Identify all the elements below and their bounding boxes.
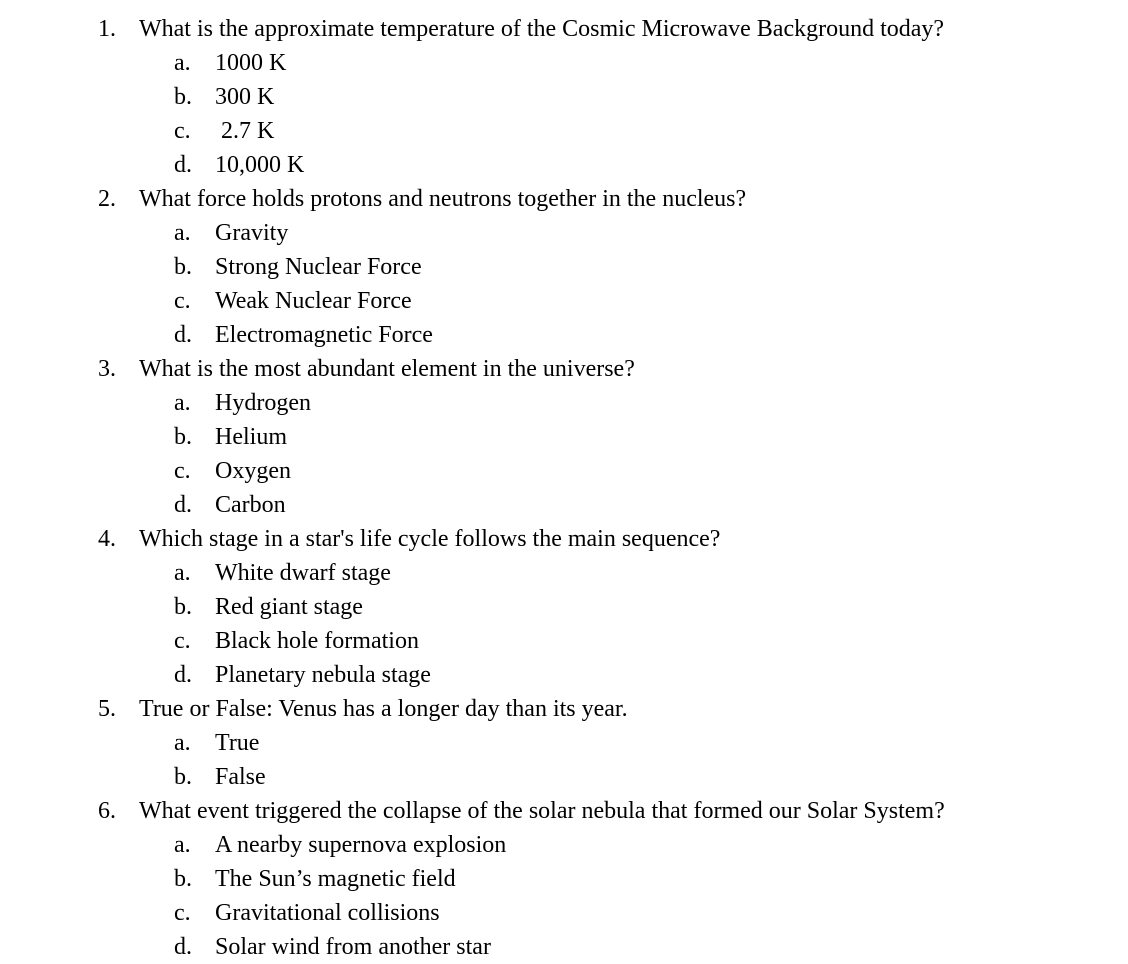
option-text: White dwarf stage xyxy=(215,560,391,586)
option-text: The Sun’s magnetic field xyxy=(215,866,456,892)
option-text: Weak Nuclear Force xyxy=(215,288,412,314)
question-text: What force holds protons and neutrons together in the nucleus? xyxy=(139,186,747,212)
option-letter: b. xyxy=(174,84,192,110)
option-a xyxy=(0,726,1128,760)
option-d xyxy=(0,148,1128,182)
option-b xyxy=(0,80,1128,114)
option-letter: c. xyxy=(174,900,191,926)
option-text: Black hole formation xyxy=(215,628,419,654)
option-text: Planetary nebula stage xyxy=(215,662,431,688)
option-letter: c. xyxy=(174,118,191,144)
option-text: Red giant stage xyxy=(215,594,363,620)
question-number: 3. xyxy=(98,356,116,382)
question-3 xyxy=(0,352,1128,522)
question-text: What event triggered the collapse of the solar nebula that formed our Solar System? xyxy=(139,798,945,824)
option-text: 2.7 K xyxy=(221,118,275,144)
option-letter: a. xyxy=(174,832,191,858)
question-number: 6. xyxy=(98,798,116,824)
question-number: 2. xyxy=(98,186,116,212)
option-letter: a. xyxy=(174,220,191,246)
option-text: 1000 K xyxy=(215,50,287,76)
option-letter: d. xyxy=(174,152,192,178)
question-4 xyxy=(0,522,1128,692)
option-a xyxy=(0,556,1128,590)
option-d xyxy=(0,658,1128,692)
question-2 xyxy=(0,182,1128,352)
option-letter: b. xyxy=(174,254,192,280)
option-b xyxy=(0,760,1128,794)
question-text: True or False: Venus has a longer day than its year. xyxy=(139,696,628,722)
option-text: Solar wind from another star xyxy=(215,934,491,960)
option-letter: a. xyxy=(174,390,191,416)
option-letter: b. xyxy=(174,424,192,450)
option-text: Helium xyxy=(215,424,287,450)
question-line xyxy=(0,12,1128,46)
option-letter: b. xyxy=(174,594,192,620)
question-number: 4. xyxy=(98,526,116,552)
option-letter: a. xyxy=(174,560,191,586)
question-number: 1. xyxy=(98,16,116,42)
question-line xyxy=(0,692,1128,726)
option-text: Carbon xyxy=(215,492,286,518)
option-letter: d. xyxy=(174,492,192,518)
option-text: Gravity xyxy=(215,220,289,246)
option-text: False xyxy=(215,764,266,790)
option-b xyxy=(0,250,1128,284)
option-c xyxy=(0,284,1128,318)
option-b xyxy=(0,420,1128,454)
option-letter: d. xyxy=(174,934,192,960)
option-letter: c. xyxy=(174,458,191,484)
option-c xyxy=(0,896,1128,930)
quiz-document xyxy=(0,12,1128,964)
question-line xyxy=(0,182,1128,216)
question-line xyxy=(0,794,1128,828)
option-c xyxy=(0,454,1128,488)
question-line xyxy=(0,522,1128,556)
option-d xyxy=(0,488,1128,522)
question-5 xyxy=(0,692,1128,794)
option-letter: c. xyxy=(174,288,191,314)
option-a xyxy=(0,828,1128,862)
question-text: Which stage in a star's life cycle follows the main sequence? xyxy=(139,526,721,552)
option-text: 300 K xyxy=(215,84,275,110)
option-letter: a. xyxy=(174,50,191,76)
option-text: A nearby supernova explosion xyxy=(215,832,507,858)
option-letter: d. xyxy=(174,662,192,688)
option-letter: b. xyxy=(174,866,192,892)
question-1 xyxy=(0,12,1128,182)
option-b xyxy=(0,590,1128,624)
option-a xyxy=(0,46,1128,80)
option-b xyxy=(0,862,1128,896)
option-text: Strong Nuclear Force xyxy=(215,254,422,280)
option-letter: d. xyxy=(174,322,192,348)
option-text: 10,000 K xyxy=(215,152,305,178)
question-number: 5. xyxy=(98,696,116,722)
option-c xyxy=(0,114,1128,148)
question-line xyxy=(0,352,1128,386)
question-6 xyxy=(0,794,1128,964)
option-text: Hydrogen xyxy=(215,390,311,416)
option-text: Oxygen xyxy=(215,458,291,484)
option-text: Electromagnetic Force xyxy=(215,322,433,348)
option-text: True xyxy=(215,730,260,756)
option-c xyxy=(0,624,1128,658)
option-d xyxy=(0,930,1128,964)
option-d xyxy=(0,318,1128,352)
option-text: Gravitational collisions xyxy=(215,900,440,926)
option-a xyxy=(0,216,1128,250)
question-text: What is the approximate temperature of the Cosmic Microwave Background today? xyxy=(139,16,945,42)
option-a xyxy=(0,386,1128,420)
option-letter: a. xyxy=(174,730,191,756)
option-letter: b. xyxy=(174,764,192,790)
question-text: What is the most abundant element in the universe? xyxy=(139,356,635,382)
option-letter: c. xyxy=(174,628,191,654)
